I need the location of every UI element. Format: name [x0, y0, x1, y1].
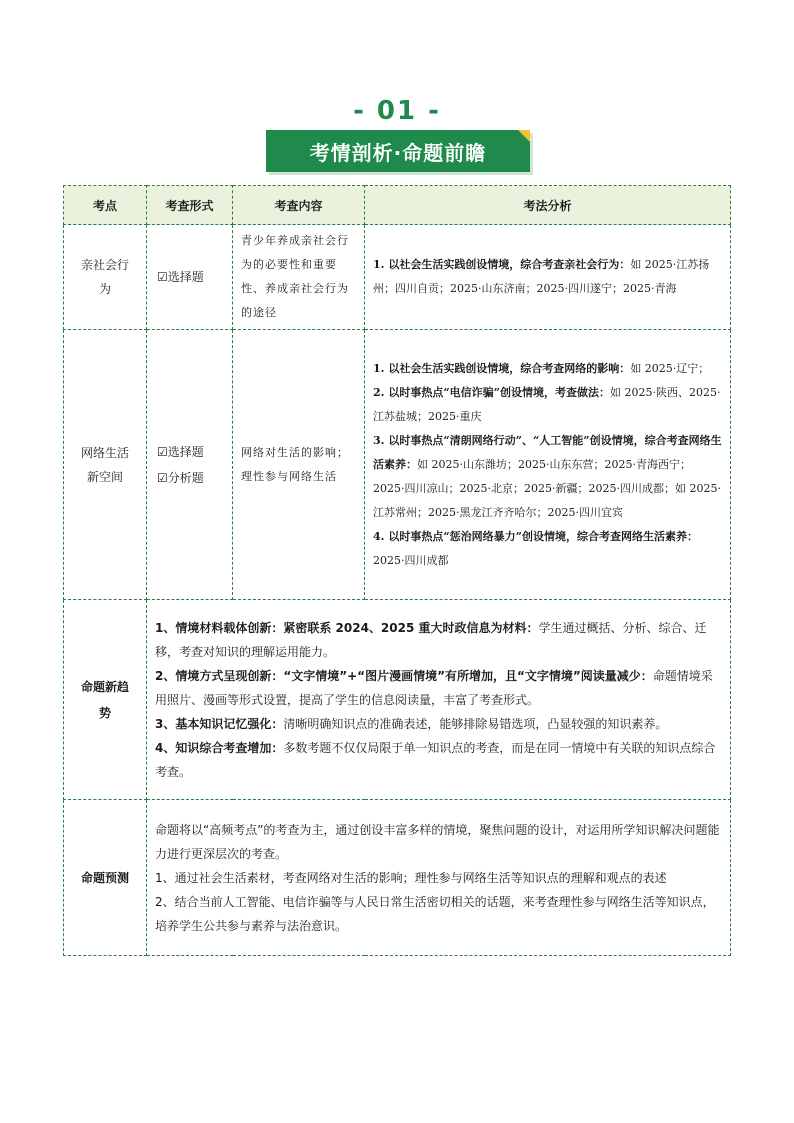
- table-header-row: [64, 186, 731, 225]
- form-item: ☑选择题: [157, 444, 204, 459]
- trend-item: [155, 616, 722, 664]
- table-row: [64, 330, 731, 600]
- header-content: 考查内容: [233, 186, 365, 225]
- table-row: [64, 225, 731, 330]
- analysis-table: [63, 185, 731, 956]
- trend-item-label: 4、知识综合考查增加：: [155, 740, 284, 755]
- forecast-label: 命题预测: [64, 800, 147, 956]
- analysis-label: 3. 以时事热点“清朗网络行动”、“人工智能”创设情境，综合考查网络生活素养：: [373, 433, 722, 471]
- trend-item-text: 多数考题不仅仅局限于单一知识点的考查，而是在同一情境中有关联的知识点综合考查。: [155, 740, 716, 779]
- analysis-text: 如 2025·辽宁；: [630, 361, 710, 375]
- trend-item: [155, 664, 722, 712]
- point-text: 网络生活新空间: [80, 445, 129, 484]
- forecast-cell: [147, 800, 731, 956]
- analysis-paragraph: [373, 525, 722, 573]
- analysis-label: 4. 以时事热点“惩治网络暴力”创设情境，综合考查网络生活素养：: [373, 529, 698, 543]
- trend-item-text: 学生通过概括、分析、综合、迁移，考查对知识的理解运用能力。: [155, 620, 707, 659]
- analysis-label: 1. 以社会生活实践创设情境，综合考查亲社会行为：: [373, 258, 631, 271]
- analysis-text: 如 2025·江苏扬州；四川自贡；2025·山东济南；2025·四川遂宁；2025·青海: [373, 258, 710, 295]
- trend-cell: [147, 600, 731, 800]
- analysis-cell: [365, 225, 731, 330]
- trend-label: 命题新趋势: [64, 600, 147, 800]
- point-cell: [64, 225, 147, 330]
- trend-row: [64, 600, 731, 800]
- trend-item-label: 1、情境材料载体创新：紧密联系 2024、2025 重大时政信息为材料：: [155, 620, 539, 635]
- content-cell: 网络对生活的影响；理性参与网络生活: [233, 330, 365, 600]
- forecast-paragraph: 命题将以“高频考点”的考查为主，通过创设丰富多样的情境，聚焦问题的设计，对运用所学知识解决问题能力进行更深层次的考查。: [155, 822, 720, 861]
- trend-item-label: 3、基本知识记忆强化：: [155, 716, 284, 731]
- forecast-row: [64, 800, 731, 956]
- header-analysis: 考法分析: [365, 186, 731, 225]
- point-cell: [64, 330, 147, 600]
- banner-title: [266, 130, 530, 172]
- header-form: 考查形式: [147, 186, 233, 225]
- form-item: ☑分析题: [157, 470, 204, 485]
- analysis-text: 2025·四川成都: [373, 553, 449, 567]
- analysis-label: 1. 以社会生活实践创设情境，综合考查网络的影响：: [373, 361, 631, 375]
- form-item: ☑选择题: [157, 270, 204, 284]
- section-number: - 01 -: [353, 96, 441, 126]
- header-point: 考点: [64, 186, 147, 225]
- banner-title-text: 考情剖析·命题前瞻: [309, 140, 487, 165]
- form-cell: [147, 225, 233, 330]
- trend-item-label: 2、情境方式呈现创新：“文字情境”+“图片漫画情境”有所增加，且“文字情境”阅读量减少：: [155, 668, 653, 683]
- form-cell: [147, 330, 233, 600]
- analysis-paragraph: [373, 381, 722, 429]
- forecast-paragraph: 1、通过社会生活素材，考查网络对生活的影响；理性参与网络生活等知识点的理解和观点的表述: [155, 870, 667, 885]
- analysis-text: 如 2025·山东潍坊；2025·山东东营；2025·青海西宁；2025·四川凉山；2025·北京；2025·新疆；2025·四川成都；如 2025·江苏常州；2025·黑龙江齐齐哈尔；2025·四川宜宾: [373, 457, 721, 519]
- forecast-paragraph: 2、结合当前人工智能、电信诈骗等与人民日常生活密切相关的话题，来考查理性参与网络生活等知识点，培养学生公共参与素养与法治意识。: [155, 894, 715, 933]
- analysis-cell: [365, 330, 731, 600]
- banner-corner-decoration: [518, 130, 530, 142]
- analysis-label: 2. 以时事热点“电信诈骗”创设情境，考查做法：: [373, 385, 610, 399]
- analysis-paragraph: [373, 429, 722, 525]
- analysis-paragraph: [373, 357, 722, 381]
- trend-item-text: 命题情境采用照片、漫画等形式设置，提高了学生的信息阅读量，丰富了考查形式。: [155, 668, 713, 707]
- trend-item: [155, 736, 722, 784]
- trend-item: [155, 712, 722, 736]
- content-cell: 青少年养成亲社会行为的必要性和重要性、养成亲社会行为的途径: [233, 225, 365, 330]
- point-text: 亲社会行为: [80, 258, 129, 296]
- analysis-paragraph: [373, 253, 722, 301]
- trend-item-text: 清晰明确知识点的准确表述，能够排除易错选项，凸显较强的知识素养。: [283, 716, 668, 731]
- analysis-text: 如 2025·陕西、2025·江苏盐城；2025·重庆: [373, 385, 721, 423]
